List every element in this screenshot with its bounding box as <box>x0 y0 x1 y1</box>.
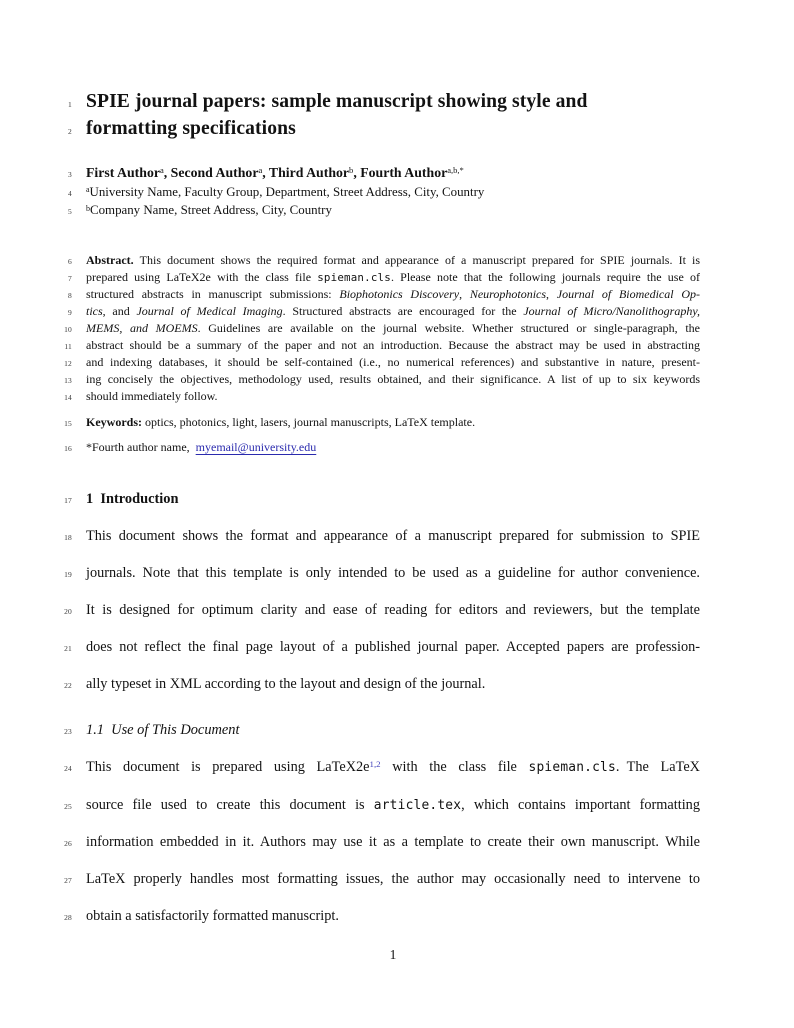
doc-line <box>0 184 794 202</box>
citation-ref-link[interactable]: 1,2 <box>369 758 381 769</box>
italic-text-run: Journal of Micro/Nanolithography, <box>523 303 701 318</box>
doc-line <box>0 861 794 898</box>
block-section-introduction <box>0 489 794 509</box>
text-run: It is designed for optimum clarity and ease of reading for editors and reviewers, but the template <box>86 601 700 618</box>
line-number: 12 <box>64 359 72 369</box>
superscript-affiliation-marker: a,b,* <box>447 165 464 176</box>
bold-text-run: formatting specifications <box>86 117 296 139</box>
doc-line <box>0 164 794 183</box>
doc-line <box>0 202 794 220</box>
line-text <box>86 202 700 220</box>
line-text <box>86 286 700 303</box>
doc-line <box>0 89 794 116</box>
line-text <box>86 666 700 703</box>
text-run: This document is prepared using LaTeX2e <box>86 758 370 775</box>
line-number: 26 <box>64 838 72 848</box>
line-number: 2 <box>68 126 72 136</box>
line-number: 7 <box>68 273 72 283</box>
text-run: . The LaTeX <box>615 758 700 775</box>
text-run: , <box>546 286 557 301</box>
doc-line <box>0 787 794 824</box>
line-text <box>86 269 700 286</box>
text-run: . Structured abstracts are encouraged for the <box>282 303 524 318</box>
text-run: source file used to create this document is <box>86 796 374 813</box>
doc-line <box>0 824 794 861</box>
text-run: does not reflect the final page layout of a published journal paper. Accepted papers are profession- <box>86 638 700 655</box>
line-number: 4 <box>68 189 72 198</box>
line-text <box>86 489 700 509</box>
bold-text-run: First Author <box>86 165 160 180</box>
doc-line <box>0 414 794 431</box>
block-title <box>0 89 794 142</box>
line-number: 16 <box>64 443 72 453</box>
line-text <box>86 371 700 388</box>
text-run: obtain a satisfactorily formatted manuscript. <box>86 907 339 924</box>
doc-line <box>0 320 794 337</box>
bold-text-run: , Second Author <box>163 165 259 180</box>
line-text <box>86 184 700 202</box>
doc-line <box>0 720 794 740</box>
line-number: 5 <box>68 207 72 217</box>
italic-text-run: Journal of Biomedical Op- <box>556 286 701 301</box>
code-text-run: spieman.cls <box>528 759 616 775</box>
text-run: This document shows the required format and appearance of a manuscript prepared for SPIE journals. It is <box>133 252 700 267</box>
doc-line <box>0 489 794 509</box>
line-text <box>86 354 700 371</box>
block-keywords <box>0 414 794 431</box>
email-link[interactable]: myemail@university.edu <box>195 439 317 454</box>
line-number: 19 <box>64 569 72 579</box>
text-run: prepared using LaTeX2e with the class file <box>86 269 318 284</box>
text-run: , which contains important formatting <box>461 796 700 813</box>
line-text <box>86 164 700 183</box>
doc-line <box>0 252 794 269</box>
line-number: 23 <box>64 726 72 736</box>
doc-line <box>0 898 794 935</box>
line-number: 6 <box>68 256 72 266</box>
line-number: 3 <box>68 170 72 179</box>
text-run: This document shows the format and appearance of a manuscript prepared for submission to SPIE <box>86 527 700 544</box>
line-number: 1 <box>68 100 72 109</box>
text-run: journals. Note that this template is only intended to be used as a guideline for author convenience. <box>86 564 700 581</box>
line-text <box>86 320 700 337</box>
superscript-affiliation-marker: a <box>258 165 263 176</box>
line-text <box>86 252 700 269</box>
italic-text-run: tics <box>86 303 103 318</box>
page-number: 1 <box>389 946 397 962</box>
text-run: , and <box>102 303 137 318</box>
text-run: Company Name, Street Address, City, Country <box>90 203 332 218</box>
doc-line <box>0 388 794 405</box>
block-authors <box>0 164 794 183</box>
text-run: LaTeX properly handles most formatting issues, the author may occasionally need to intervene to <box>86 870 700 887</box>
superscript-affiliation-marker: b <box>349 165 354 176</box>
doc-line <box>0 592 794 629</box>
doc-line <box>0 303 794 320</box>
text-run: *Fourth author name, <box>86 439 193 454</box>
doc-line <box>0 371 794 388</box>
line-text <box>86 388 700 405</box>
text-run: abstract should be a summary of the paper and not an introduction. Because the abstract may be used in abstracting <box>86 338 700 353</box>
line-number: 20 <box>64 606 72 616</box>
line-text <box>86 749 700 787</box>
line-text <box>86 439 700 456</box>
line-text <box>86 337 700 354</box>
line-text <box>86 303 700 320</box>
text-run: , <box>459 286 470 301</box>
doc-line <box>0 269 794 286</box>
block-correspondence <box>0 439 794 456</box>
italic-text-run: 1.1 Use of This Document <box>86 721 240 738</box>
line-number: 21 <box>64 643 72 653</box>
line-number: 8 <box>68 290 72 300</box>
line-text <box>86 720 700 740</box>
line-text <box>86 787 700 824</box>
bold-text-run: , Fourth Author <box>353 165 448 180</box>
line-text <box>86 116 700 143</box>
line-number: 9 <box>68 307 72 317</box>
page-footer <box>86 947 700 963</box>
code-text-run: spieman.cls <box>317 270 391 284</box>
doc-line <box>0 286 794 303</box>
line-number: 27 <box>64 875 72 885</box>
bold-text-run: Keywords: <box>86 415 142 430</box>
text-run: structured abstracts in manuscript submissions: <box>86 286 340 301</box>
block-use-paragraph <box>0 749 794 935</box>
line-number: 14 <box>64 393 72 403</box>
line-number: 15 <box>64 419 72 429</box>
doc-line <box>0 337 794 354</box>
text-run: optics, photonics, light, lasers, journal manuscripts, LaTeX template. <box>142 415 476 430</box>
line-text <box>86 861 700 898</box>
line-number: 22 <box>64 680 72 690</box>
text-run: ing concisely the objectives, methodology used, results obtained, and their significance. A list of up to six keywords <box>86 372 700 387</box>
text-run: with the class file <box>380 758 529 775</box>
line-text <box>86 592 700 629</box>
line-number: 13 <box>64 376 72 386</box>
block-intro-paragraph <box>0 518 794 703</box>
text-run: information embedded in it. Authors may use it as a template to create their own manuscript. While <box>86 833 700 850</box>
italic-text-run: Neurophotonics <box>469 286 547 301</box>
line-text <box>86 555 700 592</box>
doc-line <box>0 749 794 787</box>
line-text <box>86 518 700 555</box>
line-number: 24 <box>64 763 72 773</box>
bold-text-run: , Third Author <box>262 165 350 180</box>
text-run: . Please note that the following journals require the use of <box>390 269 700 284</box>
line-text <box>86 414 700 431</box>
italic-text-run: MEMS, and MOEMS <box>86 320 198 335</box>
code-text-run: article.tex <box>373 797 462 813</box>
line-number: 10 <box>64 324 72 334</box>
italic-text-run: Journal of Medical Imaging <box>136 303 283 318</box>
text-run: . Guidelines are available on the journal website. Whether structured or single-paragraph, the <box>197 320 700 335</box>
bold-text-run: Abstract. <box>86 252 134 267</box>
block-abstract <box>0 252 794 406</box>
block-subsection-use-of-this-document <box>0 720 794 740</box>
line-number: 28 <box>64 912 72 922</box>
doc-line <box>0 518 794 555</box>
doc-line <box>0 116 794 143</box>
text-run: University Name, Faculty Group, Department, Street Address, City, Country <box>89 185 485 199</box>
line-number: 18 <box>64 532 72 542</box>
bold-text-run: SPIE journal papers: sample manuscript showing style and <box>86 91 588 112</box>
line-text <box>86 629 700 666</box>
doc-line <box>0 555 794 592</box>
italic-text-run: Biophotonics Discovery <box>339 286 460 301</box>
superscript-affiliation-marker: b <box>86 203 90 213</box>
superscript-affiliation-marker: a <box>159 165 164 176</box>
text-run: and indexing databases, it should be self-contained (i.e., no numerical references) and substantive in nature, present- <box>86 355 700 370</box>
superscript-affiliation-marker: a <box>86 185 90 195</box>
doc-line <box>0 354 794 371</box>
doc-line <box>0 439 794 456</box>
doc-line <box>0 629 794 666</box>
line-number: 11 <box>64 342 72 352</box>
line-number: 25 <box>64 801 72 811</box>
line-text <box>86 824 700 861</box>
bold-text-run: 1 Introduction <box>86 490 179 507</box>
line-number: 17 <box>64 495 72 505</box>
line-text <box>86 89 700 116</box>
doc-line <box>0 666 794 703</box>
block-affiliations <box>0 184 794 221</box>
text-run: ally typeset in XML according to the layout and design of the journal. <box>86 675 486 692</box>
line-text <box>86 898 700 935</box>
text-run: should immediately follow. <box>86 389 218 404</box>
